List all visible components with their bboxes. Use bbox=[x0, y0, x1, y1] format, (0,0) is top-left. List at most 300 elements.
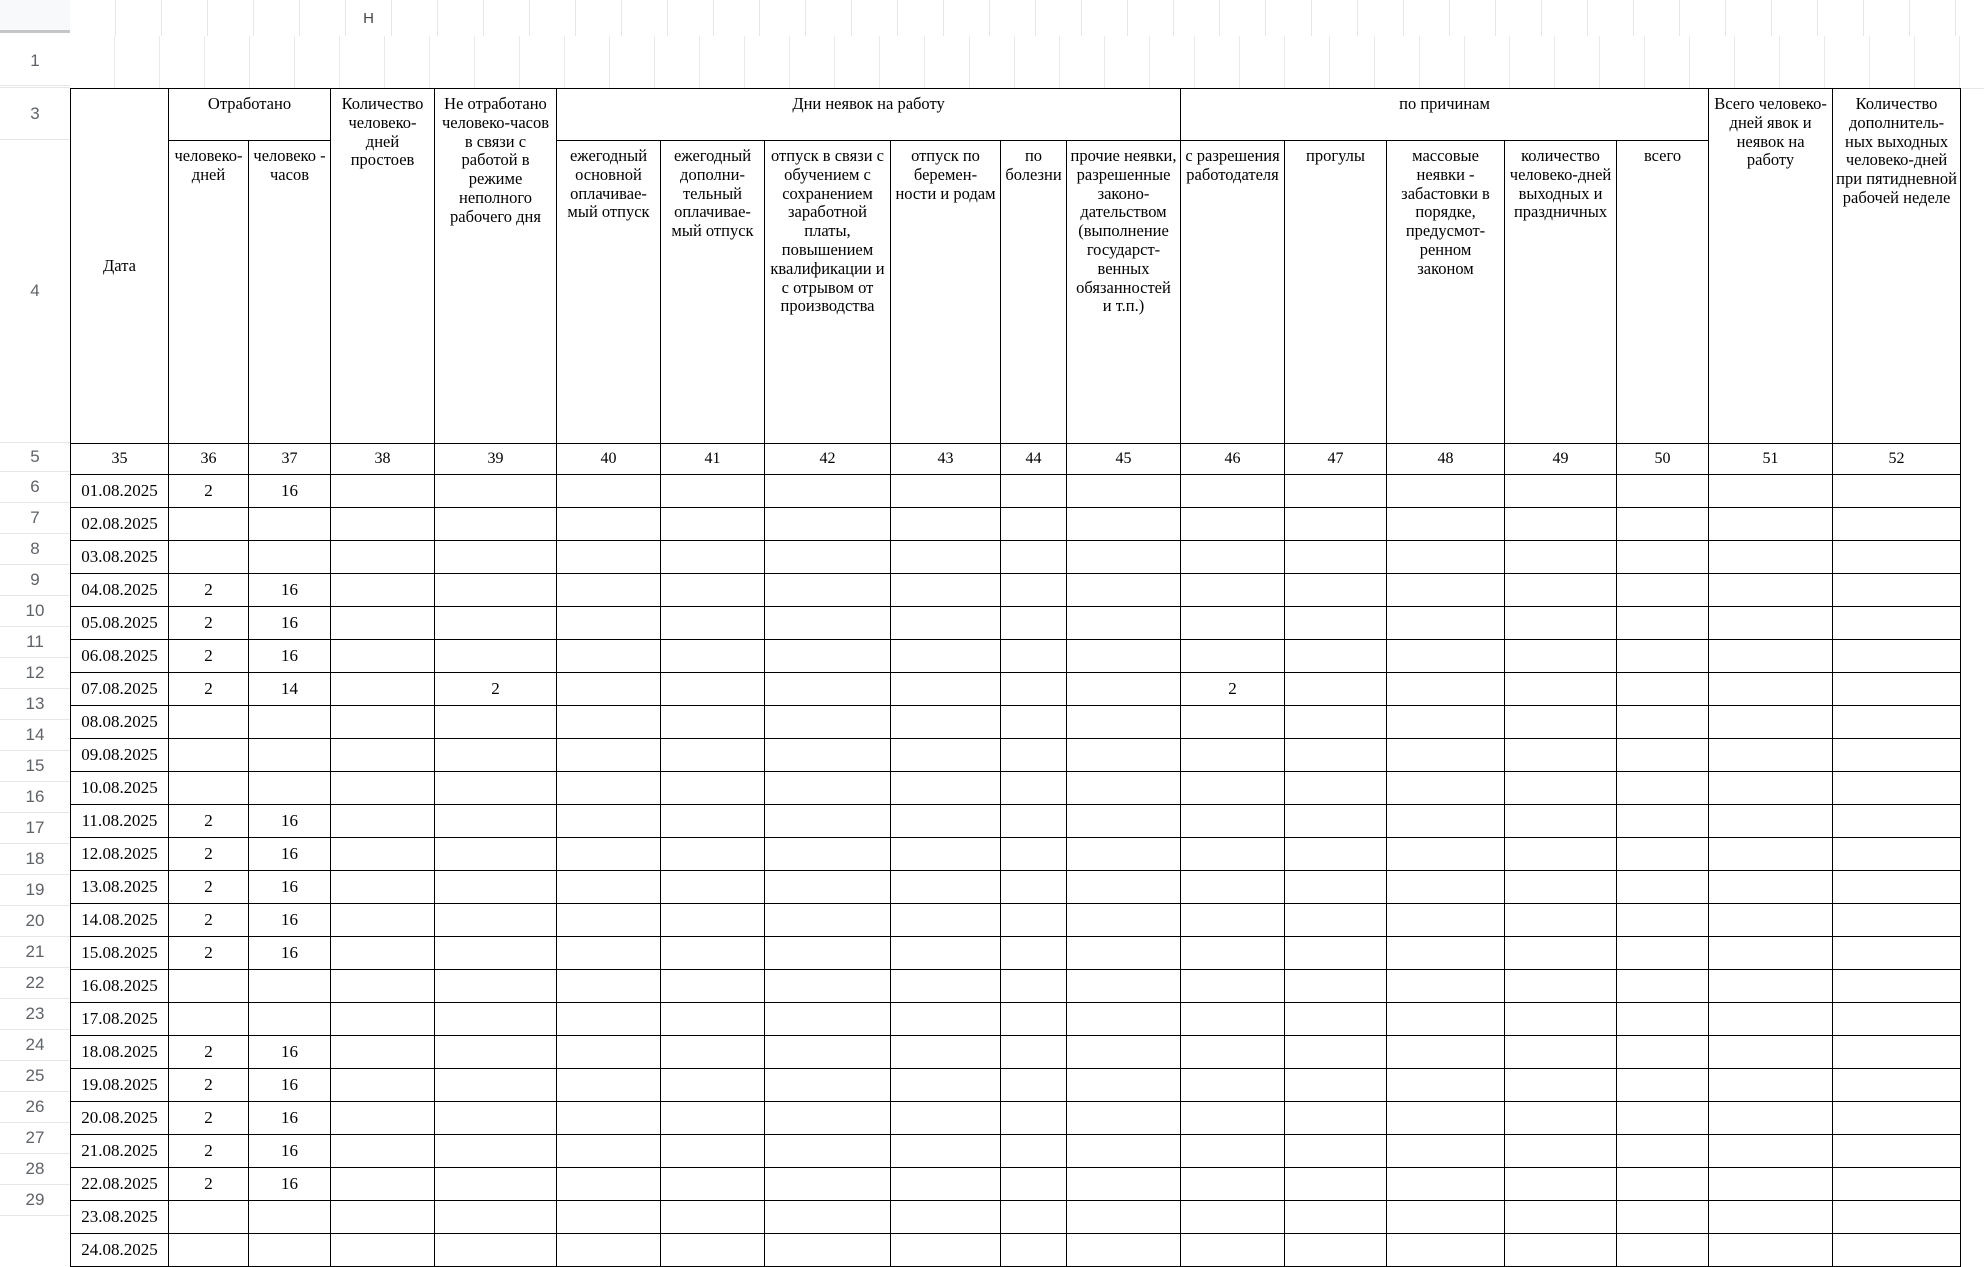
cell-45[interactable] bbox=[1067, 1003, 1181, 1036]
cell-49[interactable] bbox=[1505, 1102, 1617, 1135]
cell-51[interactable] bbox=[1709, 574, 1833, 607]
cell-48[interactable] bbox=[1387, 673, 1505, 706]
cell-47[interactable] bbox=[1285, 1168, 1387, 1201]
row-number[interactable]: 19 bbox=[0, 875, 70, 906]
cell-40[interactable] bbox=[557, 706, 661, 739]
cell-38[interactable] bbox=[331, 1003, 435, 1036]
cell-44[interactable] bbox=[1001, 1135, 1067, 1168]
cell-49[interactable] bbox=[1505, 475, 1617, 508]
cell-date[interactable]: 09.08.2025 bbox=[71, 739, 169, 772]
cell-46[interactable] bbox=[1181, 1168, 1285, 1201]
cell-37[interactable]: 16 bbox=[249, 640, 331, 673]
cell-36[interactable]: 2 bbox=[169, 1168, 249, 1201]
cell-44[interactable] bbox=[1001, 937, 1067, 970]
cell-date[interactable]: 16.08.2025 bbox=[71, 970, 169, 1003]
cell-36[interactable] bbox=[169, 508, 249, 541]
cell-48[interactable] bbox=[1387, 706, 1505, 739]
column-header-cell[interactable] bbox=[1496, 0, 1542, 36]
cell-41[interactable] bbox=[661, 1135, 765, 1168]
cell-50[interactable] bbox=[1617, 1069, 1709, 1102]
column-header-cell[interactable] bbox=[714, 0, 760, 36]
cell-38[interactable] bbox=[331, 772, 435, 805]
cell-50[interactable] bbox=[1617, 805, 1709, 838]
column-header-cell[interactable] bbox=[1450, 0, 1496, 36]
cell-40[interactable] bbox=[557, 937, 661, 970]
cell-44[interactable] bbox=[1001, 541, 1067, 574]
cell-37[interactable]: 16 bbox=[249, 1036, 331, 1069]
cell-39[interactable] bbox=[435, 772, 557, 805]
cell-49[interactable] bbox=[1505, 739, 1617, 772]
row-number[interactable]: 20 bbox=[0, 906, 70, 937]
cell-45[interactable] bbox=[1067, 1135, 1181, 1168]
cell-45[interactable] bbox=[1067, 607, 1181, 640]
cell-52[interactable] bbox=[1833, 937, 1961, 970]
cell-39[interactable] bbox=[435, 1168, 557, 1201]
cell-45[interactable] bbox=[1067, 673, 1181, 706]
cell-40[interactable] bbox=[557, 904, 661, 937]
cell-41[interactable] bbox=[661, 904, 765, 937]
cell-52[interactable] bbox=[1833, 607, 1961, 640]
column-header-cell[interactable] bbox=[300, 0, 346, 36]
cell-date[interactable]: 23.08.2025 bbox=[71, 1201, 169, 1234]
cell-47[interactable] bbox=[1285, 541, 1387, 574]
cell-37[interactable] bbox=[249, 541, 331, 574]
cell-40[interactable] bbox=[557, 673, 661, 706]
column-header-cell[interactable] bbox=[1404, 0, 1450, 36]
cell-52[interactable] bbox=[1833, 1003, 1961, 1036]
cell-49[interactable] bbox=[1505, 706, 1617, 739]
cell-44[interactable] bbox=[1001, 574, 1067, 607]
cell-39[interactable] bbox=[435, 739, 557, 772]
cell-50[interactable] bbox=[1617, 673, 1709, 706]
cell-38[interactable] bbox=[331, 1069, 435, 1102]
cell-52[interactable] bbox=[1833, 1069, 1961, 1102]
cell-37[interactable] bbox=[249, 706, 331, 739]
cell-36[interactable]: 2 bbox=[169, 805, 249, 838]
cell-52[interactable] bbox=[1833, 1036, 1961, 1069]
row-number[interactable]: 15 bbox=[0, 751, 70, 782]
cell-41[interactable] bbox=[661, 871, 765, 904]
cell-43[interactable] bbox=[891, 1234, 1001, 1267]
cell-43[interactable] bbox=[891, 706, 1001, 739]
cell-45[interactable] bbox=[1067, 1234, 1181, 1267]
cell-46[interactable] bbox=[1181, 970, 1285, 1003]
cell-49[interactable] bbox=[1505, 541, 1617, 574]
cell-48[interactable] bbox=[1387, 1036, 1505, 1069]
cell-39[interactable] bbox=[435, 1201, 557, 1234]
cell-38[interactable] bbox=[331, 673, 435, 706]
cell-38[interactable] bbox=[331, 871, 435, 904]
cell-37[interactable]: 14 bbox=[249, 673, 331, 706]
cell-42[interactable] bbox=[765, 607, 891, 640]
cell-48[interactable] bbox=[1387, 937, 1505, 970]
cell-50[interactable] bbox=[1617, 1168, 1709, 1201]
cell-43[interactable] bbox=[891, 508, 1001, 541]
cell-48[interactable] bbox=[1387, 574, 1505, 607]
row-number[interactable]: 7 bbox=[0, 503, 70, 534]
cell-47[interactable] bbox=[1285, 1102, 1387, 1135]
cell-44[interactable] bbox=[1001, 1234, 1067, 1267]
cell-51[interactable] bbox=[1709, 508, 1833, 541]
cell-45[interactable] bbox=[1067, 871, 1181, 904]
column-header-cell[interactable] bbox=[1818, 0, 1864, 36]
cell-51[interactable] bbox=[1709, 541, 1833, 574]
cell-45[interactable] bbox=[1067, 1201, 1181, 1234]
column-header-cell[interactable] bbox=[208, 0, 254, 36]
cell-39[interactable] bbox=[435, 1102, 557, 1135]
cell-42[interactable] bbox=[765, 1036, 891, 1069]
cell-48[interactable] bbox=[1387, 1201, 1505, 1234]
cell-44[interactable] bbox=[1001, 475, 1067, 508]
cell-48[interactable] bbox=[1387, 1168, 1505, 1201]
cell-41[interactable] bbox=[661, 1201, 765, 1234]
cell-52[interactable] bbox=[1833, 838, 1961, 871]
cell-51[interactable] bbox=[1709, 1036, 1833, 1069]
cell-48[interactable] bbox=[1387, 1135, 1505, 1168]
cell-37[interactable] bbox=[249, 508, 331, 541]
row-number[interactable]: 13 bbox=[0, 689, 70, 720]
cell-46[interactable] bbox=[1181, 541, 1285, 574]
cell-36[interactable] bbox=[169, 541, 249, 574]
cell-51[interactable] bbox=[1709, 805, 1833, 838]
column-header-cell[interactable] bbox=[1542, 0, 1588, 36]
cell-46[interactable] bbox=[1181, 706, 1285, 739]
column-header-cell[interactable] bbox=[1312, 0, 1358, 36]
cell-45[interactable] bbox=[1067, 1168, 1181, 1201]
cell-42[interactable] bbox=[765, 1003, 891, 1036]
cell-47[interactable] bbox=[1285, 1003, 1387, 1036]
cell-38[interactable] bbox=[331, 1168, 435, 1201]
cell-47[interactable] bbox=[1285, 805, 1387, 838]
cell-38[interactable] bbox=[331, 508, 435, 541]
cell-38[interactable] bbox=[331, 1102, 435, 1135]
cell-40[interactable] bbox=[557, 1069, 661, 1102]
cell-47[interactable] bbox=[1285, 508, 1387, 541]
cell-date[interactable]: 08.08.2025 bbox=[71, 706, 169, 739]
cell-date[interactable]: 12.08.2025 bbox=[71, 838, 169, 871]
row-number[interactable]: 9 bbox=[0, 565, 70, 596]
cell-51[interactable] bbox=[1709, 838, 1833, 871]
cell-44[interactable] bbox=[1001, 838, 1067, 871]
cell-40[interactable] bbox=[557, 871, 661, 904]
cell-51[interactable] bbox=[1709, 937, 1833, 970]
cell-42[interactable] bbox=[765, 574, 891, 607]
row-number[interactable]: 8 bbox=[0, 534, 70, 565]
cell-49[interactable] bbox=[1505, 1168, 1617, 1201]
cell-46[interactable] bbox=[1181, 475, 1285, 508]
column-header-cell[interactable] bbox=[1358, 0, 1404, 36]
column-header-cell[interactable] bbox=[668, 0, 714, 36]
cell-42[interactable] bbox=[765, 1168, 891, 1201]
column-header-cell[interactable] bbox=[1588, 0, 1634, 36]
row-number[interactable]: 4 bbox=[0, 140, 70, 443]
cell-47[interactable] bbox=[1285, 607, 1387, 640]
cell-44[interactable] bbox=[1001, 607, 1067, 640]
cell-50[interactable] bbox=[1617, 739, 1709, 772]
cell-42[interactable] bbox=[765, 508, 891, 541]
cell-39[interactable] bbox=[435, 1069, 557, 1102]
cell-51[interactable] bbox=[1709, 970, 1833, 1003]
column-header-cell[interactable] bbox=[1772, 0, 1818, 36]
cell-50[interactable] bbox=[1617, 1135, 1709, 1168]
cell-44[interactable] bbox=[1001, 673, 1067, 706]
cell-46[interactable]: 2 bbox=[1181, 673, 1285, 706]
cell-45[interactable] bbox=[1067, 970, 1181, 1003]
cell-48[interactable] bbox=[1387, 541, 1505, 574]
cell-39[interactable] bbox=[435, 970, 557, 1003]
cell-50[interactable] bbox=[1617, 1102, 1709, 1135]
cell-48[interactable] bbox=[1387, 739, 1505, 772]
column-header-cell[interactable] bbox=[1726, 0, 1772, 36]
cell-46[interactable] bbox=[1181, 937, 1285, 970]
cell-41[interactable] bbox=[661, 508, 765, 541]
cell-49[interactable] bbox=[1505, 607, 1617, 640]
cell-37[interactable]: 16 bbox=[249, 871, 331, 904]
cell-43[interactable] bbox=[891, 574, 1001, 607]
cell-42[interactable] bbox=[765, 541, 891, 574]
cell-40[interactable] bbox=[557, 640, 661, 673]
row-number[interactable]: 5 bbox=[0, 443, 70, 472]
cell-49[interactable] bbox=[1505, 838, 1617, 871]
column-header-cell[interactable] bbox=[438, 0, 484, 36]
cell-43[interactable] bbox=[891, 937, 1001, 970]
cell-date[interactable]: 14.08.2025 bbox=[71, 904, 169, 937]
row-number[interactable]: 12 bbox=[0, 658, 70, 689]
cell-40[interactable] bbox=[557, 739, 661, 772]
cell-41[interactable] bbox=[661, 574, 765, 607]
cell-37[interactable]: 16 bbox=[249, 1168, 331, 1201]
cell-44[interactable] bbox=[1001, 904, 1067, 937]
cell-45[interactable] bbox=[1067, 772, 1181, 805]
cell-44[interactable] bbox=[1001, 1003, 1067, 1036]
cell-47[interactable] bbox=[1285, 970, 1387, 1003]
cell-42[interactable] bbox=[765, 706, 891, 739]
cell-44[interactable] bbox=[1001, 706, 1067, 739]
row-number[interactable]: 26 bbox=[0, 1092, 70, 1123]
cell-41[interactable] bbox=[661, 475, 765, 508]
cell-48[interactable] bbox=[1387, 1234, 1505, 1267]
cell-37[interactable] bbox=[249, 1201, 331, 1234]
cell-date[interactable]: 13.08.2025 bbox=[71, 871, 169, 904]
cell-41[interactable] bbox=[661, 607, 765, 640]
column-header-cell[interactable] bbox=[1864, 0, 1910, 36]
cell-39[interactable] bbox=[435, 805, 557, 838]
cell-43[interactable] bbox=[891, 772, 1001, 805]
cell-47[interactable] bbox=[1285, 937, 1387, 970]
cell-47[interactable] bbox=[1285, 574, 1387, 607]
cell-44[interactable] bbox=[1001, 1168, 1067, 1201]
cell-39[interactable] bbox=[435, 574, 557, 607]
row-number[interactable]: 6 bbox=[0, 472, 70, 503]
cell-50[interactable] bbox=[1617, 508, 1709, 541]
cell-37[interactable]: 16 bbox=[249, 1069, 331, 1102]
column-header-cell[interactable] bbox=[1220, 0, 1266, 36]
cell-52[interactable] bbox=[1833, 1135, 1961, 1168]
cell-52[interactable] bbox=[1833, 508, 1961, 541]
cell-36[interactable]: 2 bbox=[169, 1135, 249, 1168]
cell-50[interactable] bbox=[1617, 937, 1709, 970]
cell-51[interactable] bbox=[1709, 1135, 1833, 1168]
row-number[interactable]: 23 bbox=[0, 999, 70, 1030]
cell-44[interactable] bbox=[1001, 739, 1067, 772]
cell-50[interactable] bbox=[1617, 475, 1709, 508]
cell-46[interactable] bbox=[1181, 1102, 1285, 1135]
cell-41[interactable] bbox=[661, 739, 765, 772]
cell-43[interactable] bbox=[891, 475, 1001, 508]
cell-46[interactable] bbox=[1181, 904, 1285, 937]
cell-49[interactable] bbox=[1505, 574, 1617, 607]
cell-date[interactable]: 22.08.2025 bbox=[71, 1168, 169, 1201]
column-header-cell[interactable] bbox=[392, 0, 438, 36]
row-number[interactable]: 17 bbox=[0, 813, 70, 844]
cell-43[interactable] bbox=[891, 1069, 1001, 1102]
cell-38[interactable] bbox=[331, 706, 435, 739]
cell-50[interactable] bbox=[1617, 706, 1709, 739]
cell-37[interactable]: 16 bbox=[249, 1102, 331, 1135]
cell-36[interactable] bbox=[169, 970, 249, 1003]
cell-46[interactable] bbox=[1181, 1135, 1285, 1168]
cell-42[interactable] bbox=[765, 937, 891, 970]
cell-49[interactable] bbox=[1505, 1234, 1617, 1267]
cell-42[interactable] bbox=[765, 1234, 891, 1267]
cell-41[interactable] bbox=[661, 706, 765, 739]
cell-50[interactable] bbox=[1617, 607, 1709, 640]
cell-51[interactable] bbox=[1709, 1201, 1833, 1234]
cell-46[interactable] bbox=[1181, 1201, 1285, 1234]
column-header-cell[interactable] bbox=[1128, 0, 1174, 36]
cell-43[interactable] bbox=[891, 871, 1001, 904]
cell-38[interactable] bbox=[331, 640, 435, 673]
cell-42[interactable] bbox=[765, 739, 891, 772]
cell-39[interactable]: 2 bbox=[435, 673, 557, 706]
cell-39[interactable] bbox=[435, 475, 557, 508]
cell-date[interactable]: 01.08.2025 bbox=[71, 475, 169, 508]
cell-37[interactable]: 16 bbox=[249, 1135, 331, 1168]
cell-43[interactable] bbox=[891, 838, 1001, 871]
cell-41[interactable] bbox=[661, 838, 765, 871]
cell-45[interactable] bbox=[1067, 574, 1181, 607]
cell-38[interactable] bbox=[331, 541, 435, 574]
cell-37[interactable] bbox=[249, 970, 331, 1003]
cell-41[interactable] bbox=[661, 541, 765, 574]
cell-date[interactable]: 11.08.2025 bbox=[71, 805, 169, 838]
cell-36[interactable] bbox=[169, 1201, 249, 1234]
cell-47[interactable] bbox=[1285, 673, 1387, 706]
cell-38[interactable] bbox=[331, 475, 435, 508]
column-header-cell[interactable] bbox=[1174, 0, 1220, 36]
cell-date[interactable]: 04.08.2025 bbox=[71, 574, 169, 607]
cell-46[interactable] bbox=[1181, 1036, 1285, 1069]
column-header-cell[interactable] bbox=[806, 0, 852, 36]
cell-date[interactable]: 20.08.2025 bbox=[71, 1102, 169, 1135]
column-header-cell[interactable] bbox=[254, 0, 300, 36]
cell-43[interactable] bbox=[891, 1201, 1001, 1234]
column-header-cell[interactable] bbox=[530, 0, 576, 36]
cell-38[interactable] bbox=[331, 607, 435, 640]
cell-49[interactable] bbox=[1505, 508, 1617, 541]
cell-46[interactable] bbox=[1181, 838, 1285, 871]
row-number[interactable]: 14 bbox=[0, 720, 70, 751]
cell-41[interactable] bbox=[661, 1003, 765, 1036]
cell-36[interactable]: 2 bbox=[169, 871, 249, 904]
cell-45[interactable] bbox=[1067, 838, 1181, 871]
cell-50[interactable] bbox=[1617, 1201, 1709, 1234]
cell-47[interactable] bbox=[1285, 706, 1387, 739]
cell-42[interactable] bbox=[765, 871, 891, 904]
cell-37[interactable] bbox=[249, 739, 331, 772]
row-number[interactable]: 22 bbox=[0, 968, 70, 999]
cell-41[interactable] bbox=[661, 1102, 765, 1135]
cell-52[interactable] bbox=[1833, 871, 1961, 904]
cell-45[interactable] bbox=[1067, 904, 1181, 937]
cell-52[interactable] bbox=[1833, 1102, 1961, 1135]
cell-41[interactable] bbox=[661, 970, 765, 1003]
cell-date[interactable]: 15.08.2025 bbox=[71, 937, 169, 970]
cell-51[interactable] bbox=[1709, 1102, 1833, 1135]
cell-39[interactable] bbox=[435, 838, 557, 871]
cell-48[interactable] bbox=[1387, 805, 1505, 838]
cell-45[interactable] bbox=[1067, 1102, 1181, 1135]
cell-36[interactable]: 2 bbox=[169, 838, 249, 871]
cell-42[interactable] bbox=[765, 640, 891, 673]
cell-36[interactable] bbox=[169, 1234, 249, 1267]
cell-36[interactable]: 2 bbox=[169, 904, 249, 937]
cell-41[interactable] bbox=[661, 1069, 765, 1102]
row-number[interactable]: 24 bbox=[0, 1030, 70, 1061]
cell-43[interactable] bbox=[891, 1036, 1001, 1069]
cell-48[interactable] bbox=[1387, 508, 1505, 541]
cell-51[interactable] bbox=[1709, 640, 1833, 673]
cell-44[interactable] bbox=[1001, 871, 1067, 904]
cell-46[interactable] bbox=[1181, 1234, 1285, 1267]
cell-43[interactable] bbox=[891, 805, 1001, 838]
cell-52[interactable] bbox=[1833, 706, 1961, 739]
cell-40[interactable] bbox=[557, 1036, 661, 1069]
cell-40[interactable] bbox=[557, 1135, 661, 1168]
cell-50[interactable] bbox=[1617, 541, 1709, 574]
cell-51[interactable] bbox=[1709, 1003, 1833, 1036]
cell-36[interactable]: 2 bbox=[169, 574, 249, 607]
cell-46[interactable] bbox=[1181, 739, 1285, 772]
row-number[interactable]: 29 bbox=[0, 1185, 70, 1216]
cell-50[interactable] bbox=[1617, 1234, 1709, 1267]
cell-51[interactable] bbox=[1709, 706, 1833, 739]
cell-44[interactable] bbox=[1001, 1036, 1067, 1069]
cell-37[interactable]: 16 bbox=[249, 607, 331, 640]
cell-37[interactable]: 16 bbox=[249, 805, 331, 838]
column-header-cell[interactable] bbox=[898, 0, 944, 36]
cell-48[interactable] bbox=[1387, 904, 1505, 937]
cell-42[interactable] bbox=[765, 1135, 891, 1168]
cell-42[interactable] bbox=[765, 772, 891, 805]
cell-date[interactable]: 24.08.2025 bbox=[71, 1234, 169, 1267]
select-all-corner[interactable] bbox=[0, 0, 73, 33]
cell-43[interactable] bbox=[891, 1003, 1001, 1036]
cell-52[interactable] bbox=[1833, 1168, 1961, 1201]
cell-43[interactable] bbox=[891, 640, 1001, 673]
cell-51[interactable] bbox=[1709, 1234, 1833, 1267]
cell-48[interactable] bbox=[1387, 607, 1505, 640]
cell-39[interactable] bbox=[435, 607, 557, 640]
cell-36[interactable]: 2 bbox=[169, 1102, 249, 1135]
column-header-cell[interactable] bbox=[1036, 0, 1082, 36]
cell-43[interactable] bbox=[891, 904, 1001, 937]
cell-52[interactable] bbox=[1833, 1234, 1961, 1267]
cell-50[interactable] bbox=[1617, 640, 1709, 673]
cell-52[interactable] bbox=[1833, 772, 1961, 805]
cell-36[interactable]: 2 bbox=[169, 1036, 249, 1069]
cell-39[interactable] bbox=[435, 640, 557, 673]
